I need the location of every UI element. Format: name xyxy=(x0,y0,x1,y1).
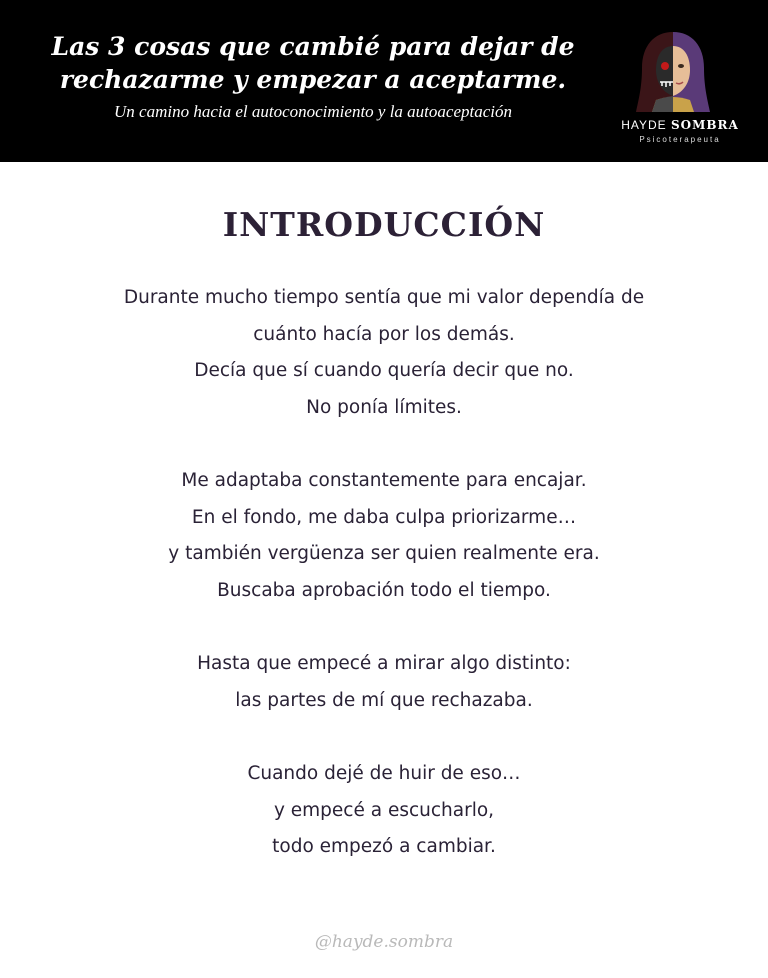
brand-role: Psicoterapeuta xyxy=(639,135,721,144)
body-line: Hasta que empecé a mirar algo distinto: xyxy=(197,653,571,674)
body-line: cuánto hacía por los demás. xyxy=(253,323,515,345)
body-line: las partes de mí que rechazaba. xyxy=(235,689,533,711)
body-line: y empecé a escucharlo, xyxy=(273,799,495,821)
body-line: todo empezó a cambiar. xyxy=(272,836,496,857)
paragraph-gap xyxy=(0,609,768,646)
body-line: y también vergüenza ser quien realmente era. xyxy=(168,543,600,564)
brand-logo xyxy=(600,118,760,144)
page-title xyxy=(18,30,608,96)
header-banner xyxy=(0,0,768,162)
body-line: No ponía límites. xyxy=(306,396,462,418)
intro-body xyxy=(0,280,768,866)
body-line: En el fondo, me daba culpa priorizarme… xyxy=(191,506,577,528)
brand-first-name: HAYDE xyxy=(621,118,667,132)
half-skull-portrait-icon xyxy=(632,26,714,114)
title-line: Las 3 cosas que cambié para dejar de xyxy=(51,32,575,61)
section-heading: INTRODUCCIÓN xyxy=(222,205,546,244)
body-line: Me adaptaba constantemente para encajar. xyxy=(181,470,587,491)
paragraph-gap xyxy=(0,719,768,756)
social-handle: @hayde.sombra xyxy=(314,932,454,952)
brand-name xyxy=(600,118,760,132)
paragraph-gap xyxy=(0,426,768,463)
page-subtitle: Un camino hacia el autoconocimiento y la autoaceptación xyxy=(114,102,512,121)
title-line: rechazarme y empezar a aceptarme. xyxy=(59,65,567,94)
body-line: Buscaba aprobación todo el tiempo. xyxy=(217,579,551,601)
body-line: Cuando dejé de huir de eso… xyxy=(247,763,521,784)
body-line: Durante mucho tiempo sentía que mi valor dependía de xyxy=(123,287,645,308)
brand-last-name: SOMBRA xyxy=(670,118,739,132)
body-line: Decía que sí cuando quería decir que no. xyxy=(194,360,574,381)
